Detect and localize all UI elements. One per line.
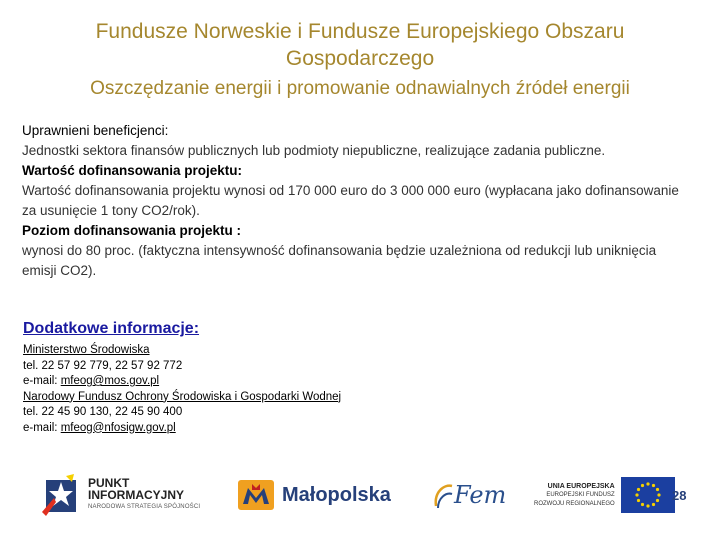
eu-line2: EUROPEJSKI FUNDUSZ [546,491,615,498]
org1-email-row [23,374,523,390]
fem-swirl-icon [432,480,454,510]
org2-email-row [23,421,523,437]
extra-info-title: Dodatkowe informacje: [23,320,200,337]
punkt-informacyjny-logo [40,466,200,524]
malopolska-text: Małopolska [282,483,391,506]
email-label: e-mail: [23,421,61,434]
malopolska-crest-icon [238,480,274,510]
level-text: wynosi do 80 proc. (faktyczna intensywność dofinansowania będzie uzależniona od redukcji lub uniknięcia emisji CO2). [22,243,657,278]
pi-line1: PUNKT [88,476,130,490]
org2-email-link[interactable]: mfeog@nfosigw.gov.pl [60,421,176,434]
value-text: Wartość dofinansowania projektu wynosi od 170 000 euro do 3 000 000 euro (wypłacana jako dofinansowanie za usunięcie 1 tony CO2/rok). [22,183,679,218]
contacts [23,343,523,436]
slide-subtitle: Oszczędzanie energii i promowanie odnawialnych źródeł energii [90,78,630,99]
nss-star-icon [40,472,82,518]
slide-title: Fundusze Norweskie i Fundusze Europejskiego Obszaru Gospodarczego [95,20,625,70]
value-label: Wartość dofinansowania projektu: [22,163,243,178]
level-label: Poziom dofinansowania projektu : [22,223,242,238]
fem-text: Fem [454,481,507,509]
eu-flag-icon [621,477,675,513]
pi-line2: INFORMACYJNY [88,488,185,502]
org2-phone: tel. 22 45 90 130, 22 45 90 400 [23,406,183,418]
beneficiaries-label: Uprawnieni beneficjenci: [22,123,169,138]
org1-link[interactable]: Ministerstwo Środowiska [23,344,150,356]
beneficiaries-text: Jednostki sektora finansów publicznych lub podmioty niepubliczne, realizujące zadania publiczne. [22,143,606,158]
email-label: e-mail: [23,375,61,387]
pi-line3: NARODOWA STRATEGIA SPÓJNOŚCI [88,504,201,510]
eu-line1: UNIA EUROPEJSKA [547,482,615,490]
org1-phone: tel. 22 57 92 779, 22 57 92 772 [23,359,183,372]
org2-link[interactable]: Narodowy Fundusz Ochrony Środowiska i Gospodarki Wodnej [23,390,342,403]
eu-line3: ROZWOJU REGIONALNEGO [534,500,615,507]
page-number: 28 [672,488,687,503]
malopolska-logo [238,466,391,524]
slide-body [22,121,692,281]
eu-logo [534,466,675,524]
fem-logo [432,466,506,524]
org1-email-link[interactable]: mfeog@mos.gov.pl [60,375,160,387]
footer-logos [0,466,720,526]
